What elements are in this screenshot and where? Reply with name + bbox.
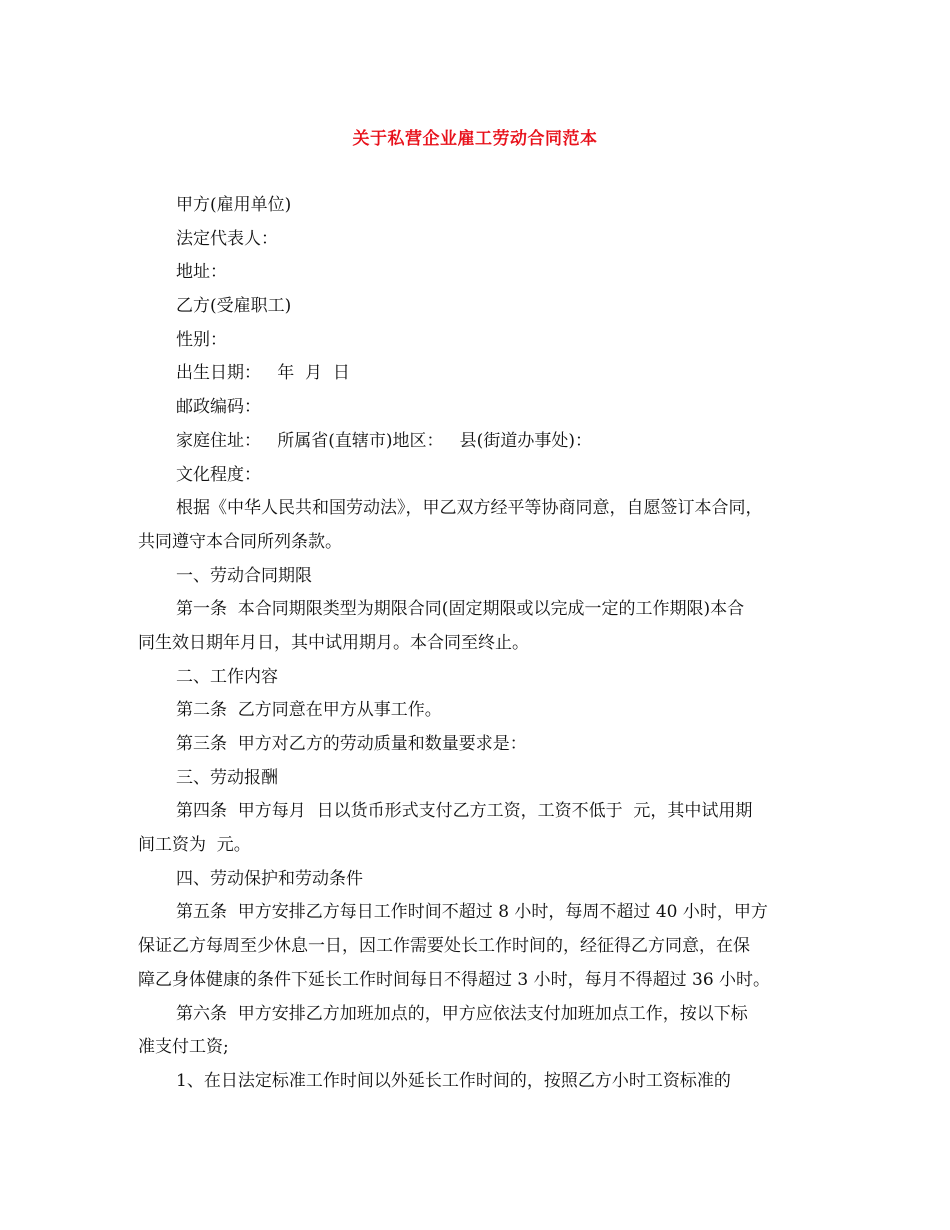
field-party-b: 乙方(受雇职工) [176, 296, 292, 317]
field-legal-rep: 法定代表人： [176, 228, 278, 249]
article-5-line-3: 障乙身体健康的条件下延长工作时间每日不得超过 3 小时，每月不得超过 36 小时。 [138, 969, 771, 990]
field-gender: 性别： [176, 329, 227, 350]
article-2: 第二条 乙方同意在甲方从事工作。 [176, 700, 442, 721]
article-6-line-2: 准支付工资; [138, 1037, 229, 1058]
section-heading-4: 四、劳动保护和劳动条件 [176, 868, 363, 889]
preamble-line-1: 根据《中华人民共和国劳动法》，甲乙双方经平等协商同意，自愿签订本合同， [176, 498, 763, 519]
item-1-line-1: 1、在日法定标准工作时间以外延长工作时间的，按照乙方小时工资标准的 [176, 1070, 731, 1091]
field-birth-date: 出生日期： 年 月 日 [176, 363, 350, 384]
document-body [138, 193, 814, 1103]
article-3: 第三条 甲方对乙方的劳动质量和数量要求是： [176, 734, 527, 754]
article-6-line-1: 第六条 甲方安排乙方加班加点的，甲方应依法支付加班加点工作，按以下标 [176, 1003, 748, 1024]
field-address: 地址： [176, 262, 227, 283]
section-heading-1: 一、劳动合同期限 [176, 565, 312, 586]
field-party-a: 甲方(雇用单位) [176, 195, 292, 215]
document-title: 关于私营企业雇工劳动合同范本 [352, 129, 598, 149]
field-education: 文化程度： [176, 464, 261, 485]
article-5-line-1: 第五条 甲方安排乙方每日工作时间不超过 8 小时，每周不超过 40 小时，甲方 [176, 902, 768, 923]
field-postal-code: 邮政编码： [176, 397, 261, 418]
article-1-line-1: 第一条 本合同期限类型为期限合同(固定期限或以完成一定的工作期限)本合 [176, 599, 745, 620]
preamble-line-2: 共同遵守本合同所列条款。 [138, 531, 342, 552]
field-home-address: 家庭住址： 所属省(直辖市)地区： 县(街道办事处)： [176, 430, 592, 451]
article-5-line-2: 保证乙方每周至少休息一日，因工作需要处长工作时间的，经征得乙方同意，在保 [138, 936, 750, 957]
article-4-line-1: 第四条 甲方每月 日以货币形式支付乙方工资，工资不低于 元，其中试用期 [176, 801, 753, 822]
article-4-line-2: 间工资为 元。 [138, 835, 251, 856]
section-heading-3: 三、劳动报酬 [176, 767, 278, 788]
section-heading-2: 二、工作内容 [176, 666, 278, 687]
article-1-line-2: 同生效日期年月日，其中试用期月。本合同至终止。 [138, 632, 529, 653]
